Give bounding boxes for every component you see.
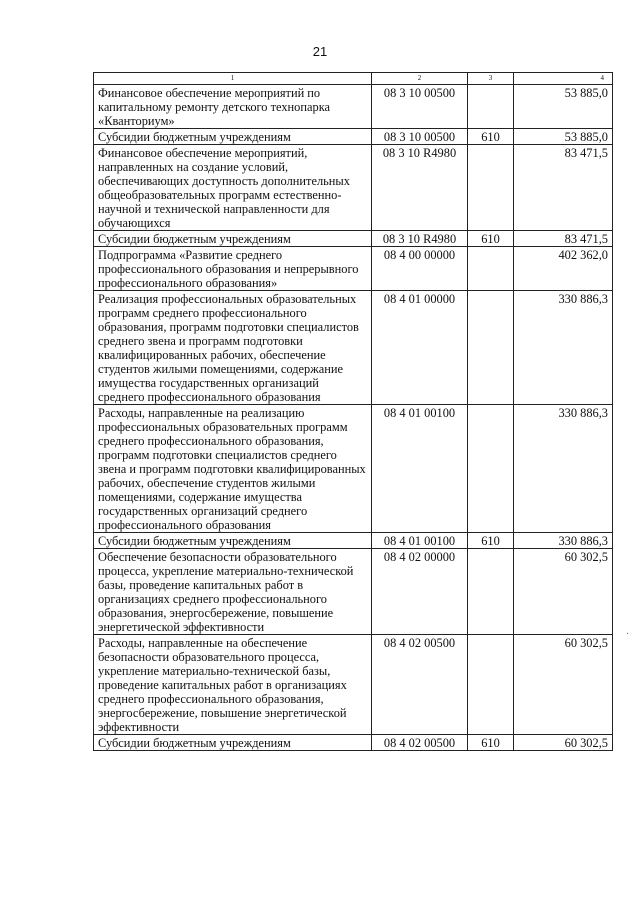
row-name: Субсидии бюджетным учреждениям	[94, 231, 372, 247]
row-code: 08 3 10 00500	[372, 85, 468, 129]
row-expense-type	[468, 291, 514, 405]
row-name: Реализация профессиональных образовательных программ среднего профессионального образования, программ подготовки специалистов среднего звена и программ подготовки квалифицированных рабочих, обеспечение студентов жилыми помещениями, содержание имущества государственных организаций среднего профессионального образования	[94, 291, 372, 405]
row-amount: 402 362,0	[514, 247, 613, 291]
row-name: Подпрограмма «Развитие среднего профессионального образования и непрерывного профессионального образования»	[94, 247, 372, 291]
row-amount: 83 471,5	[514, 145, 613, 231]
row-amount: 60 302,5	[514, 735, 613, 751]
table-row	[94, 85, 613, 129]
row-expense-type: 610	[468, 129, 514, 145]
row-name: Финансовое обеспечение мероприятий по капитальному ремонту детского технопарка «Кванториум»	[94, 85, 372, 129]
header-col-1: 1	[94, 73, 372, 85]
row-amount: 53 885,0	[514, 85, 613, 129]
row-code: 08 4 01 00100	[372, 533, 468, 549]
header-col-3: 3	[468, 73, 514, 85]
row-code: 08 3 10 00500	[372, 129, 468, 145]
row-code: 08 4 02 00000	[372, 549, 468, 635]
row-expense-type: 610	[468, 735, 514, 751]
row-amount: 83 471,5	[514, 231, 613, 247]
table-row	[94, 145, 613, 231]
table-row	[94, 635, 613, 735]
row-code: 08 4 02 00500	[372, 735, 468, 751]
row-expense-type	[468, 635, 514, 735]
header-col-2: 2	[372, 73, 468, 85]
table-header-row	[94, 73, 613, 85]
table-row	[94, 549, 613, 635]
row-expense-type	[468, 85, 514, 129]
header-col-4: 4	[514, 73, 613, 85]
row-code: 08 4 00 00000	[372, 247, 468, 291]
row-expense-type	[468, 145, 514, 231]
row-code: 08 4 01 00000	[372, 291, 468, 405]
row-name: Субсидии бюджетным учреждениям	[94, 735, 372, 751]
table-row	[94, 247, 613, 291]
row-name: Обеспечение безопасности образовательного процесса, укрепление материально-технической базы, проведение капитальных работ в организациях среднего профессионального образования, энергосбережение, повышение энергетической эффективности	[94, 549, 372, 635]
budget-table	[93, 72, 613, 751]
row-expense-type	[468, 549, 514, 635]
table-row	[94, 231, 613, 247]
row-code: 08 4 01 00100	[372, 405, 468, 533]
row-amount: 330 886,3	[514, 405, 613, 533]
table-row	[94, 405, 613, 533]
row-amount: 330 886,3	[514, 291, 613, 405]
row-code: 08 4 02 00500	[372, 635, 468, 735]
row-code: 08 3 10 R4980	[372, 231, 468, 247]
page-number: 21	[312, 44, 328, 59]
margin-mark: ·	[626, 628, 630, 639]
row-amount: 53 885,0	[514, 129, 613, 145]
row-name: Расходы, направленные на обеспечение безопасности образовательного процесса, укрепление материально-технической базы, проведение капитальных работ в организациях среднего профессионального образования, энергосбережение, повышение энергетической эффективности	[94, 635, 372, 735]
row-amount: 60 302,5	[514, 549, 613, 635]
row-expense-type	[468, 247, 514, 291]
table-row	[94, 291, 613, 405]
row-expense-type: 610	[468, 533, 514, 549]
row-name: Субсидии бюджетным учреждениям	[94, 129, 372, 145]
row-name: Субсидии бюджетным учреждениям	[94, 533, 372, 549]
row-name: Расходы, направленные на реализацию профессиональных образовательных программ среднего профессионального образования, программ подготовки специалистов среднего звена и программ подготовки квалифицированных рабочих, обеспечение студентов жилыми помещениями, содержание имущества государственных организаций среднего профессионального образования	[94, 405, 372, 533]
table-row	[94, 735, 613, 751]
row-amount: 60 302,5	[514, 635, 613, 735]
table-row	[94, 129, 613, 145]
row-code: 08 3 10 R4980	[372, 145, 468, 231]
row-amount: 330 886,3	[514, 533, 613, 549]
row-expense-type: 610	[468, 231, 514, 247]
row-expense-type	[468, 405, 514, 533]
row-name: Финансовое обеспечение мероприятий, направленных на создание условий, обеспечивающих доступность дополнительных общеобразовательных программ естественно-научной и технической направленности для обучающихся	[94, 145, 372, 231]
table-row	[94, 533, 613, 549]
